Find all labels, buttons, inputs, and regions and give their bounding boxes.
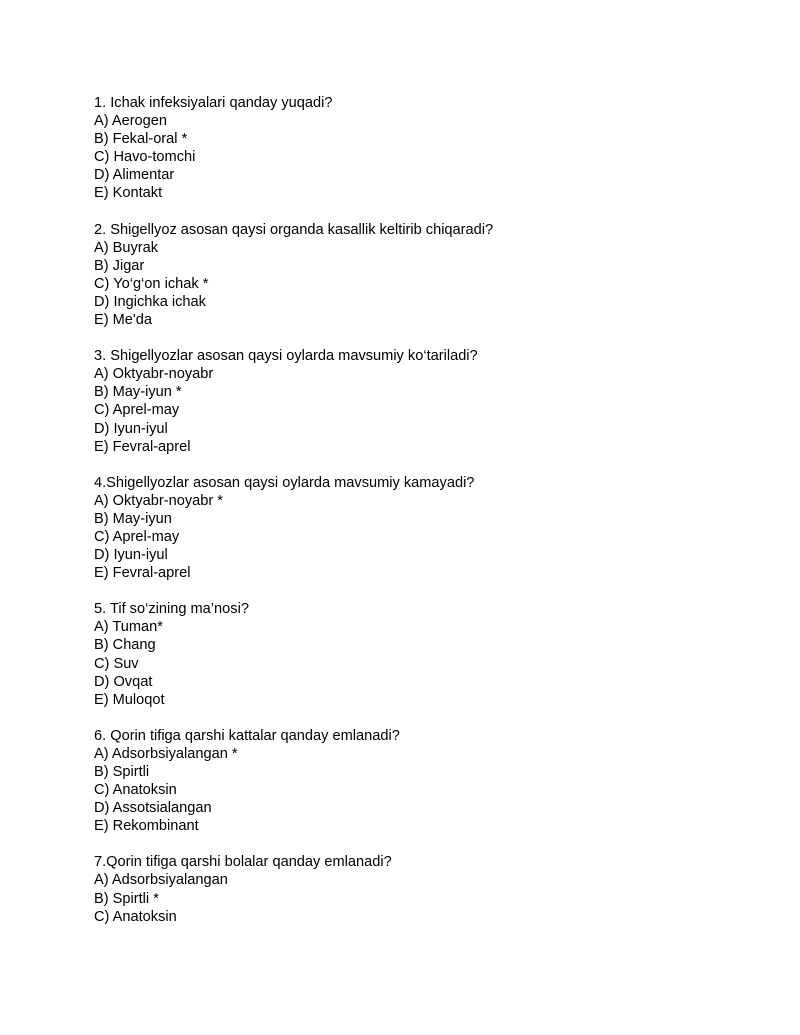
answer-option: A) Oktyabr-noyabr [94,366,214,383]
answer-option: B) May-iyun [94,510,172,527]
question-text: 6. Qorin tifiga qarshi kattalar qanday emlanadi? [94,727,400,744]
answer-option: E) Muloqot [94,691,165,708]
answer-option: C) Anatoksin [94,908,177,925]
answer-option: B) May-iyun * [94,384,182,401]
answer-option: E) Fevral-aprel [94,438,191,455]
answer-option: E) Fevral-aprel [94,565,191,582]
answer-option: B) Spirtli [94,764,150,780]
question-1 [94,94,774,203]
question-text: 1. Ichak infeksiyalari qanday yuqadi? [94,95,333,111]
answer-option: B) Fekal-oral * [94,131,188,148]
answer-option: B) Jigar [94,257,145,274]
question-text: 5. Tif so‘zining ma’nosi? [94,601,249,618]
question-text: 4.Shigellyozlar asosan qaysi oylarda mavsumiy kamayadi? [94,474,475,491]
answer-option: E) Me'da [94,312,152,329]
answer-option: A) Adsorbsiyalangan * [94,745,238,762]
question-2 [94,221,774,330]
answer-option: C) Suv [94,655,139,672]
answer-option: E) Kontakt [94,185,163,202]
answer-option: C) Aprel-may [94,402,180,419]
answer-option: C) Anatoksin [94,782,177,799]
answer-option: D) Assotsialangan [94,800,212,817]
question-5 [94,600,774,709]
answer-option: B) Chang [94,637,156,654]
answer-option: D) Ingichka ichak [94,293,206,310]
question-3 [94,347,774,456]
question-text: 3. Shigellyozlar asosan qaysi oylarda mavsumiy ko‘tariladi? [94,348,478,365]
answer-option: C) Havo-tomchi [94,149,196,166]
answer-option: D) Alimentar [94,167,175,184]
answer-option: D) Iyun-iyul [94,547,168,564]
answer-option: E) Rekombinant [94,818,199,835]
document-page [94,94,774,944]
question-4 [94,474,774,583]
question-text: 2. Shigellyoz asosan qaysi organda kasallik keltirib chiqaradi? [94,221,494,238]
answer-option: D) Ovqat [94,673,153,690]
answer-option: C) Aprel-may [94,528,180,545]
answer-option: A) Oktyabr-noyabr * [94,492,223,509]
answer-option: C) Yo‘g‘on ichak * [94,275,209,292]
question-6 [94,727,774,836]
answer-option: A) Buyrak [94,239,159,256]
answer-option: A) Adsorbsiyalangan [94,872,228,889]
question-7 [94,853,774,925]
answer-option: B) Spirtli * [94,890,159,907]
answer-option: A) Tuman* [94,619,163,636]
answer-option: A) Aerogen [94,113,168,130]
question-text: 7.Qorin tifiga qarshi bolalar qanday emlanadi? [94,854,392,871]
answer-option: D) Iyun-iyul [94,420,168,437]
